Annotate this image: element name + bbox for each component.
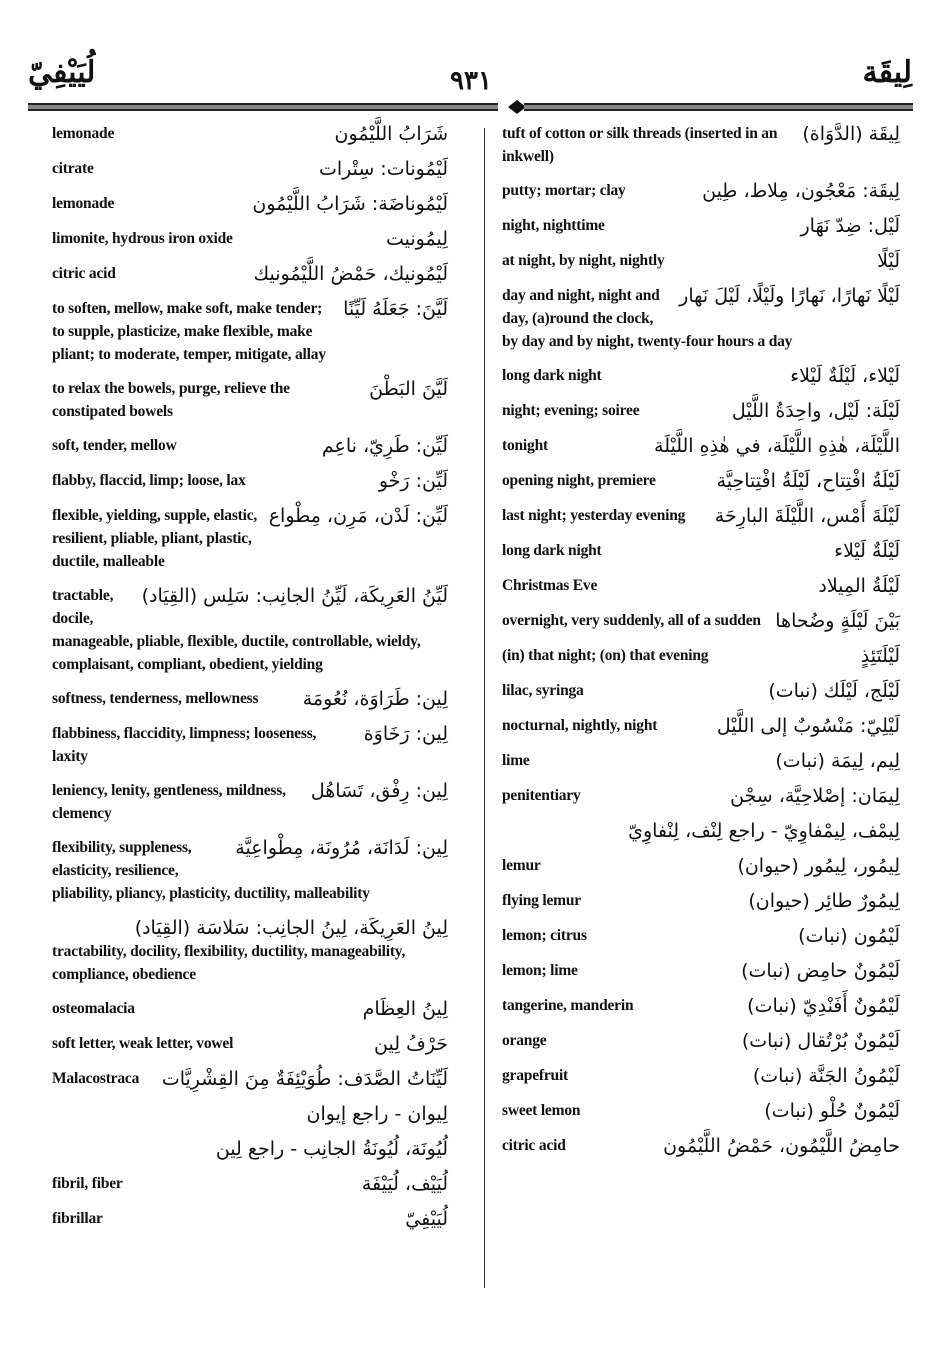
english-definition: soft, tender, mellow [52,437,177,454]
english-definition: lemur [502,857,541,874]
dictionary-entry [502,249,900,273]
arabic-headword: لَيْمُونُ الجَنَّة (نبات) [752,1065,900,1087]
dictionary-entry [502,574,900,598]
dictionary-entry [502,749,900,773]
english-definition: night, nighttime [502,217,605,234]
dictionary-entry [52,227,448,251]
arabic-headword: لِيمُورٌ طائِر (حيوان) [748,890,900,912]
dictionary-entry [502,819,900,843]
arabic-headword: لِين: رِفْق، تَسَاهُل [310,780,448,802]
dictionary-entry [502,644,900,668]
arabic-headword: لَيْلَةٌ لَيْلاء [834,540,900,562]
arabic-headword: لُيَيْفِيّ [405,1208,448,1230]
dictionary-entry [52,377,448,423]
dictionary-entry [502,469,900,493]
english-definition: to relax the bowels, purge, relieve the constipated bowels [52,380,290,420]
dictionary-entry [52,1067,448,1091]
dictionary-entry [52,1137,448,1161]
header-right-word: لِيقَة [862,55,912,90]
dictionary-entry [502,889,900,913]
arabic-headword: لَيْلًا [877,250,900,272]
english-definition: citric acid [52,265,116,282]
header-left-word: لُيَيْفِيّ [28,55,96,90]
english-definition: lemonade [52,195,115,212]
english-definition: tractable, docile, manageable, pliable, flexible, ductile, controllable, wieldy, complaisant, compliant, obedient, yielding [52,587,421,673]
english-definition: long dark night [502,542,602,559]
english-definition: fibril, fiber [52,1175,123,1192]
dictionary-entry [502,609,900,633]
arabic-headword: لِيمُور، لِيمُور (حيوان) [737,855,900,877]
arabic-headword: لَيِّنَاتُ الصَّدَف: طُوَيْئِفَةٌ مِنَ القِشْرِيَّات [161,1068,448,1090]
dictionary-entry [52,687,448,711]
arabic-headword: لَيْمُونٌ بُرْتُقال (نبات) [741,1030,900,1052]
arabic-headword: لَيْمُونٌ أَفَنْدِيّ (نبات) [747,995,900,1017]
dictionary-entry [52,122,448,146]
dictionary-entry [52,997,448,1021]
english-definition: tuft of cotton or silk threads (inserted in an inkwell) [502,125,778,165]
arabic-headword: لِيمُونيت [385,228,448,250]
arabic-headword: لَيْلِيّ: مَنْسُوبٌ إلى اللَّيْل [716,715,900,737]
dictionary-entry [502,504,900,528]
english-definition: tractability, docility, flexibility, ductility, manageability, compliance, obedience [52,943,406,983]
dictionary-entry [52,157,448,181]
arabic-headword: لَيْمُونات: سِتْرات [318,158,448,180]
english-definition: osteomalacia [52,1000,135,1017]
dictionary-entry [52,836,448,905]
english-definition: tonight [502,437,548,454]
dictionary-entry [502,122,900,168]
arabic-headword: لَيِّن: لَدْن، مَرِن، مِطْواع [268,505,448,527]
header-rule-left [28,100,498,114]
dictionary-entry [502,434,900,458]
english-definition: grapefruit [502,1067,569,1084]
page-number: ٩٣١ [450,66,492,96]
arabic-headword: لِيمَان: إصْلاحِيَّة، سِجْن [730,785,900,807]
column-divider [484,128,485,1288]
arabic-headword: لَيَّنَ البَطْنَ [369,378,448,400]
arabic-headword: لِيوان - راجع إيوان [306,1103,448,1125]
english-definition: softness, tenderness, mellowness [52,690,259,707]
dictionary-entry [502,714,900,738]
english-definition: Christmas Eve [502,577,598,594]
dictionary-entry [52,1172,448,1196]
dictionary-entry [52,1207,448,1231]
arabic-headword: لُيُونَة، لُيُونَةُ الجانِب - راجع لِين [215,1138,448,1160]
dictionary-entry [52,1102,448,1126]
dictionary-entry [52,584,448,676]
dictionary-entry [502,364,900,388]
english-definition: citrate [52,160,94,177]
english-definition: orange [502,1032,547,1049]
english-definition: night; evening; soiree [502,402,640,419]
arabic-headword: لَيْمُون (نبات) [798,925,900,947]
english-definition: lemonade [52,125,115,142]
dictionary-entry [502,179,900,203]
english-definition: fibrillar [52,1210,103,1227]
right-column [502,122,900,1169]
arabic-headword: لُيَيْف، لُيَيْفَة [361,1173,448,1195]
english-definition: overnight, very suddenly, all of a sudden [502,612,761,629]
english-definition: lemon; lime [502,962,578,979]
dictionary-entry [52,192,448,216]
english-definition: leniency, lenity, gentleness, mildness, clemency [52,782,286,822]
dictionary-entry [52,297,448,366]
dictionary-entry [502,539,900,563]
arabic-headword: لِيم، لِيمَة (نبات) [775,750,900,772]
arabic-headword: لَيِّن: رَخْو [378,470,448,492]
dictionary-entry [502,784,900,808]
dictionary-entry [502,1064,900,1088]
english-definition: lilac, syringa [502,682,584,699]
english-definition: (in) that night; (on) that evening [502,647,709,664]
english-definition: last night; yesterday evening [502,507,686,524]
dictionary-entry [502,924,900,948]
english-definition: citric acid [502,1137,566,1154]
arabic-headword: لِين: لَدَانَة، مُرُونَة، مِطْواعِيَّة [235,837,448,859]
arabic-headword: لَيْلَتَئِذٍ [860,645,900,667]
arabic-headword: شَرَابُ اللَّيْمُون [334,123,448,145]
arabic-headword: لَيْل: ضِدّ نَهَار [800,215,900,237]
arabic-headword: لِينُ العِظَام [362,998,448,1020]
dictionary-entry [502,399,900,423]
english-definition: flexible, yielding, supple, elastic, resilient, pliable, pliant, plastic, ductile, malleable [52,507,258,570]
english-definition: to soften, mellow, make soft, make tender; to supple, plasticize, make flexible, make pliant; to moderate, temper, mitigate, allay [52,300,326,363]
english-definition: opening night, premiere [502,472,656,489]
dictionary-entry [502,1099,900,1123]
arabic-headword: لَيْلَةُ افْتِتاح، لَيْلَةُ افْتِتاحِيَّة [716,470,900,492]
arabic-headword: حامِضُ اللَّيْمُون، حَمْضُ اللَّيْمُون [663,1135,900,1157]
english-definition: nocturnal, nightly, night [502,717,658,734]
english-definition: at night, by night, nightly [502,252,665,269]
english-definition: limonite, hydrous iron oxide [52,230,233,247]
arabic-headword: لِيقَة: مَعْجُون، مِلاط، طِين [702,180,900,202]
arabic-headword: لِين: طَرَاوَة، نُعُومَة [302,688,448,710]
arabic-headword: لَيِّن: طَرِيّ، ناعِم [321,435,448,457]
dictionary-entry [52,262,448,286]
arabic-headword: لَيِّنُ العَرِيكَة، لَيِّنُ الجانِب: سَلِس (القِيَاد) [141,585,448,607]
dictionary-entry [52,722,448,768]
dictionary-entry [52,504,448,573]
arabic-headword: لِيقَة (الدَّوَاة) [802,123,900,145]
english-definition: long dark night [502,367,602,384]
dictionary-entry [502,854,900,878]
arabic-headword: لَيْلًا نَهارًا، نَهارًا ولَيْلًا، لَيْلَ نَهار [679,285,900,307]
arabic-headword: لِين: رَخَاوَة [363,723,448,745]
english-definition: flabbiness, flaccidity, limpness; looseness, laxity [52,725,317,765]
arabic-headword: بَيْنَ لَيْلَةٍ وضُحاها [775,610,900,632]
header-rule-right [508,100,913,114]
arabic-headword: لَيْمُونٌ حامِض (نبات) [741,960,900,982]
english-definition: flying lemur [502,892,581,909]
dictionary-entry [502,214,900,238]
english-definition: lime [502,752,530,769]
arabic-headword: لَيْمُونيك، حَمْضُ اللَّيْمُونيك [253,263,448,285]
dictionary-entry [52,434,448,458]
arabic-headword: لِيمْف، لِيمْفاوِيّ - راجع لِنْف، لِنْفاوِيّ [628,820,900,842]
arabic-headword: لَيْلَة: لَيْل، واحِدَةُ اللَّيْل [731,400,900,422]
dictionary-entry [52,779,448,825]
english-definition: penitentiary [502,787,581,804]
arabic-headword: لَيَّنَ: جَعَلَهُ لَيِّنًا [343,298,448,320]
dictionary-entry [502,679,900,703]
dictionary-entry [52,1032,448,1056]
left-column [52,122,448,1242]
english-definition: putty; mortar; clay [502,182,626,199]
english-definition: sweet lemon [502,1102,581,1119]
dictionary-entry [52,916,448,986]
dictionary-entry [502,959,900,983]
english-definition: flexibility, suppleness, elasticity, resilience, pliability, pliancy, plasticity, ductility, malleability [52,839,370,902]
arabic-headword: لِينُ العَرِيكَة، لِينُ الجانِب: سَلاسَة (القِيَاد) [134,917,448,939]
arabic-headword: لَيْلَج، لَيْلَك (نبات) [768,680,900,702]
english-definition: soft letter, weak letter, vowel [52,1035,234,1052]
english-definition: lemon; citrus [502,927,587,944]
english-definition: tangerine, manderin [502,997,634,1014]
dictionary-entry [52,469,448,493]
english-definition: day and night, night and day, (a)round the clock, by day and by night, twenty-four hours a day [502,287,793,350]
english-definition: Malacostraca [52,1070,140,1087]
dictionary-entry [502,1029,900,1053]
dictionary-entry [502,284,900,353]
arabic-headword: لَيْمُوناضَة: شَرَابُ اللَّيْمُون [252,193,448,215]
dictionary-entry [502,994,900,1018]
arabic-headword: لَيْلَةَ أَمْس، اللَّيْلَةَ البارِحَة [714,505,900,527]
arabic-headword: حَرْفُ لِين [374,1033,448,1055]
arabic-headword: اللَّيْلَة، هٰذِهِ اللَّيْلَة، في هٰذِهِ اللَّيْلَة [654,435,900,457]
english-definition: flabby, flaccid, limp; loose, lax [52,472,246,489]
arabic-headword: لَيْلاء، لَيْلَةٌ لَيْلاء [790,365,900,387]
arabic-headword: لَيْلَةُ المِيلاد [818,575,900,597]
dictionary-entry [502,1134,900,1158]
arabic-headword: لَيْمُونٌ حُلْو (نبات) [764,1100,900,1122]
